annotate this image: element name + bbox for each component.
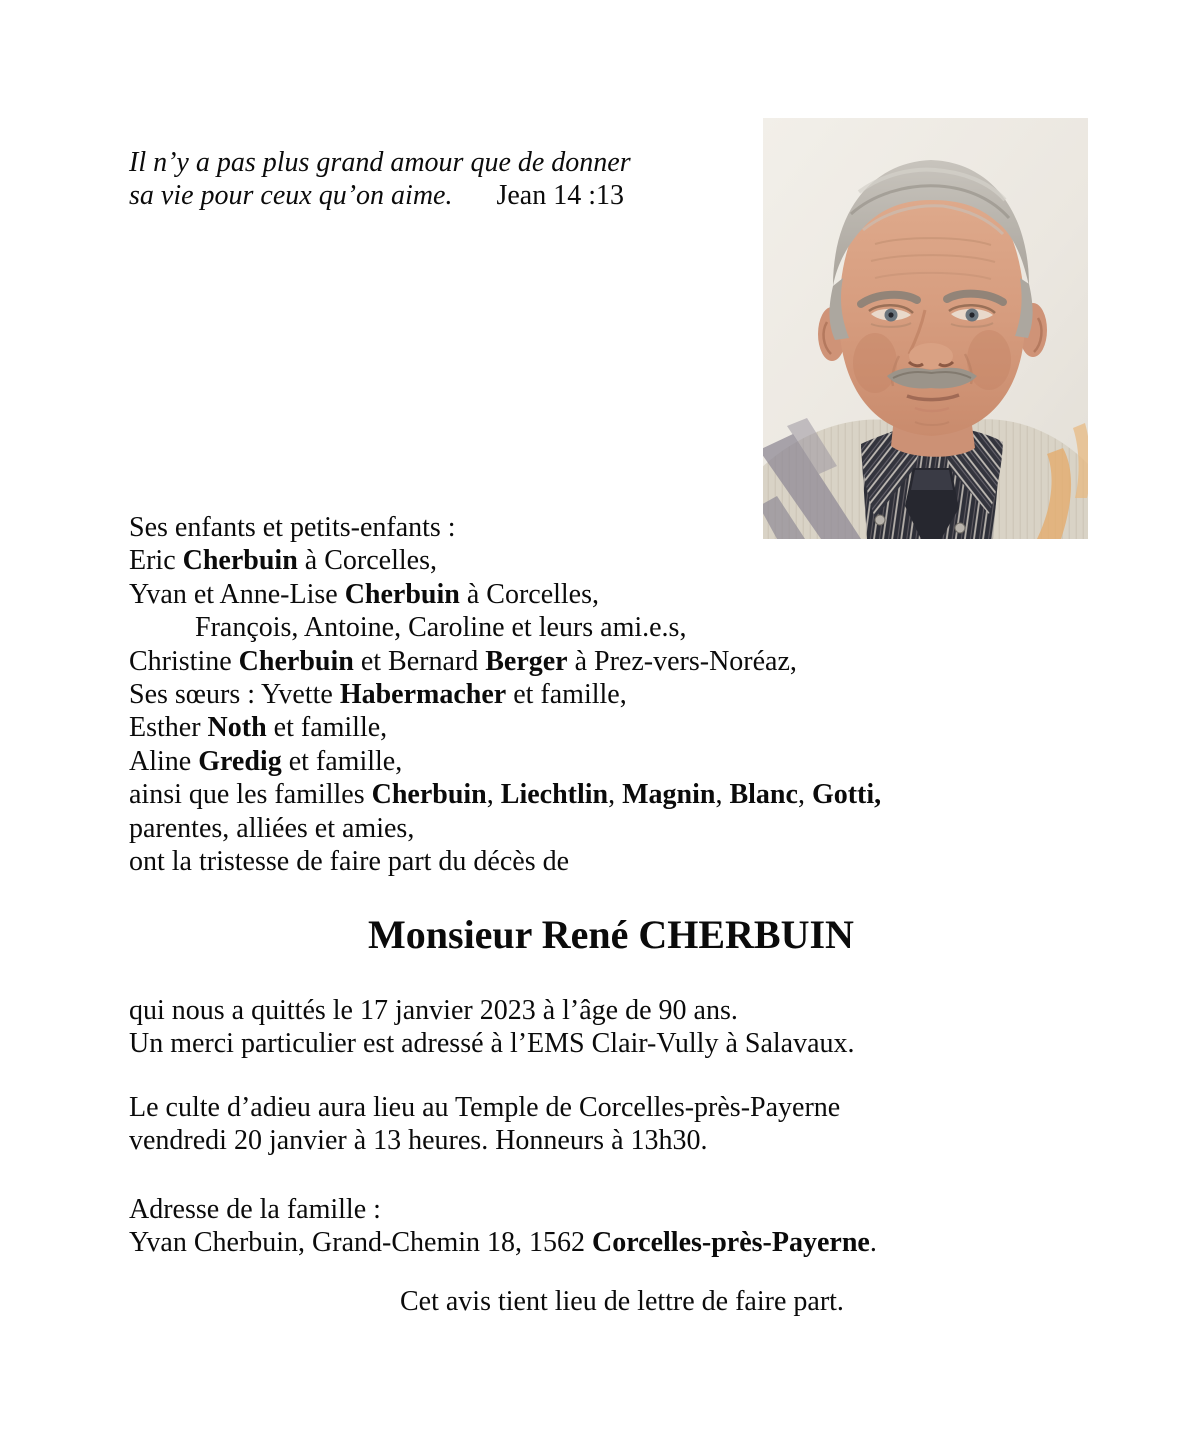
family-line: Aline Gredig et famille, bbox=[129, 745, 403, 777]
bible-verse-reference: Jean 14 :13 bbox=[496, 180, 624, 211]
thanks-line: Un merci particulier est adressé à l’EMS Clair-Vully à Salavaux. bbox=[129, 1028, 855, 1060]
death-notice-paragraph bbox=[129, 994, 855, 1061]
family-list bbox=[129, 511, 881, 878]
family-line: Ses sœurs : Yvette Habermacher et famille, bbox=[129, 679, 627, 711]
family-line: ainsi que les familles Cherbuin, Liechtlin, Magnin, Blanc, Gotti, bbox=[129, 779, 882, 811]
address-label: Adresse de la famille : bbox=[129, 1194, 381, 1225]
family-line: Eric Cherbuin à Corcelles, bbox=[129, 545, 437, 577]
death-date-line: qui nous a quittés le 17 janvier 2023 à l’âge de 90 ans. bbox=[129, 995, 738, 1026]
family-line: Ses enfants et petits-enfants : bbox=[129, 512, 456, 543]
bible-quote-line1: Il n’y a pas plus grand amour que de donner bbox=[129, 147, 631, 178]
family-address-paragraph bbox=[129, 1193, 877, 1260]
family-line: parentes, alliées et amies, bbox=[129, 812, 415, 844]
family-line-announcement: ont la tristesse de faire part du décès de bbox=[129, 846, 570, 878]
funeral-service-paragraph bbox=[129, 1091, 840, 1158]
portrait-photo-illustration bbox=[763, 118, 1088, 539]
family-line: Christine Cherbuin et Bernard Berger à Prez-vers-Noréaz, bbox=[129, 645, 797, 677]
closing-line: Cet avis tient lieu de lettre de faire part. bbox=[400, 1286, 844, 1317]
deceased-name-title: Monsieur René CHERBUIN bbox=[368, 912, 854, 957]
address-line: Yvan Cherbuin, Grand-Chemin 18, 1562 Corcelles-près-Payerne. bbox=[129, 1227, 877, 1259]
shirt-button bbox=[955, 523, 965, 533]
family-line: Esther Noth et famille, bbox=[129, 712, 388, 744]
bible-quote bbox=[129, 146, 631, 212]
bible-quote-line2 bbox=[129, 179, 631, 212]
family-line-grandchildren: François, Antoine, Caroline et leurs ami.e.s, bbox=[195, 612, 687, 644]
bible-quote-line2-text: sa vie pour ceux qu’on aime. bbox=[129, 180, 453, 211]
service-time-line: vendredi 20 janvier à 13 heures. Honneurs à 13h30. bbox=[129, 1125, 708, 1157]
service-location-line: Le culte d’adieu aura lieu au Temple de Corcelles-près-Payerne bbox=[129, 1092, 841, 1123]
portrait-photo bbox=[763, 118, 1088, 539]
family-line: Yvan et Anne-Lise Cherbuin à Corcelles, bbox=[129, 578, 600, 610]
